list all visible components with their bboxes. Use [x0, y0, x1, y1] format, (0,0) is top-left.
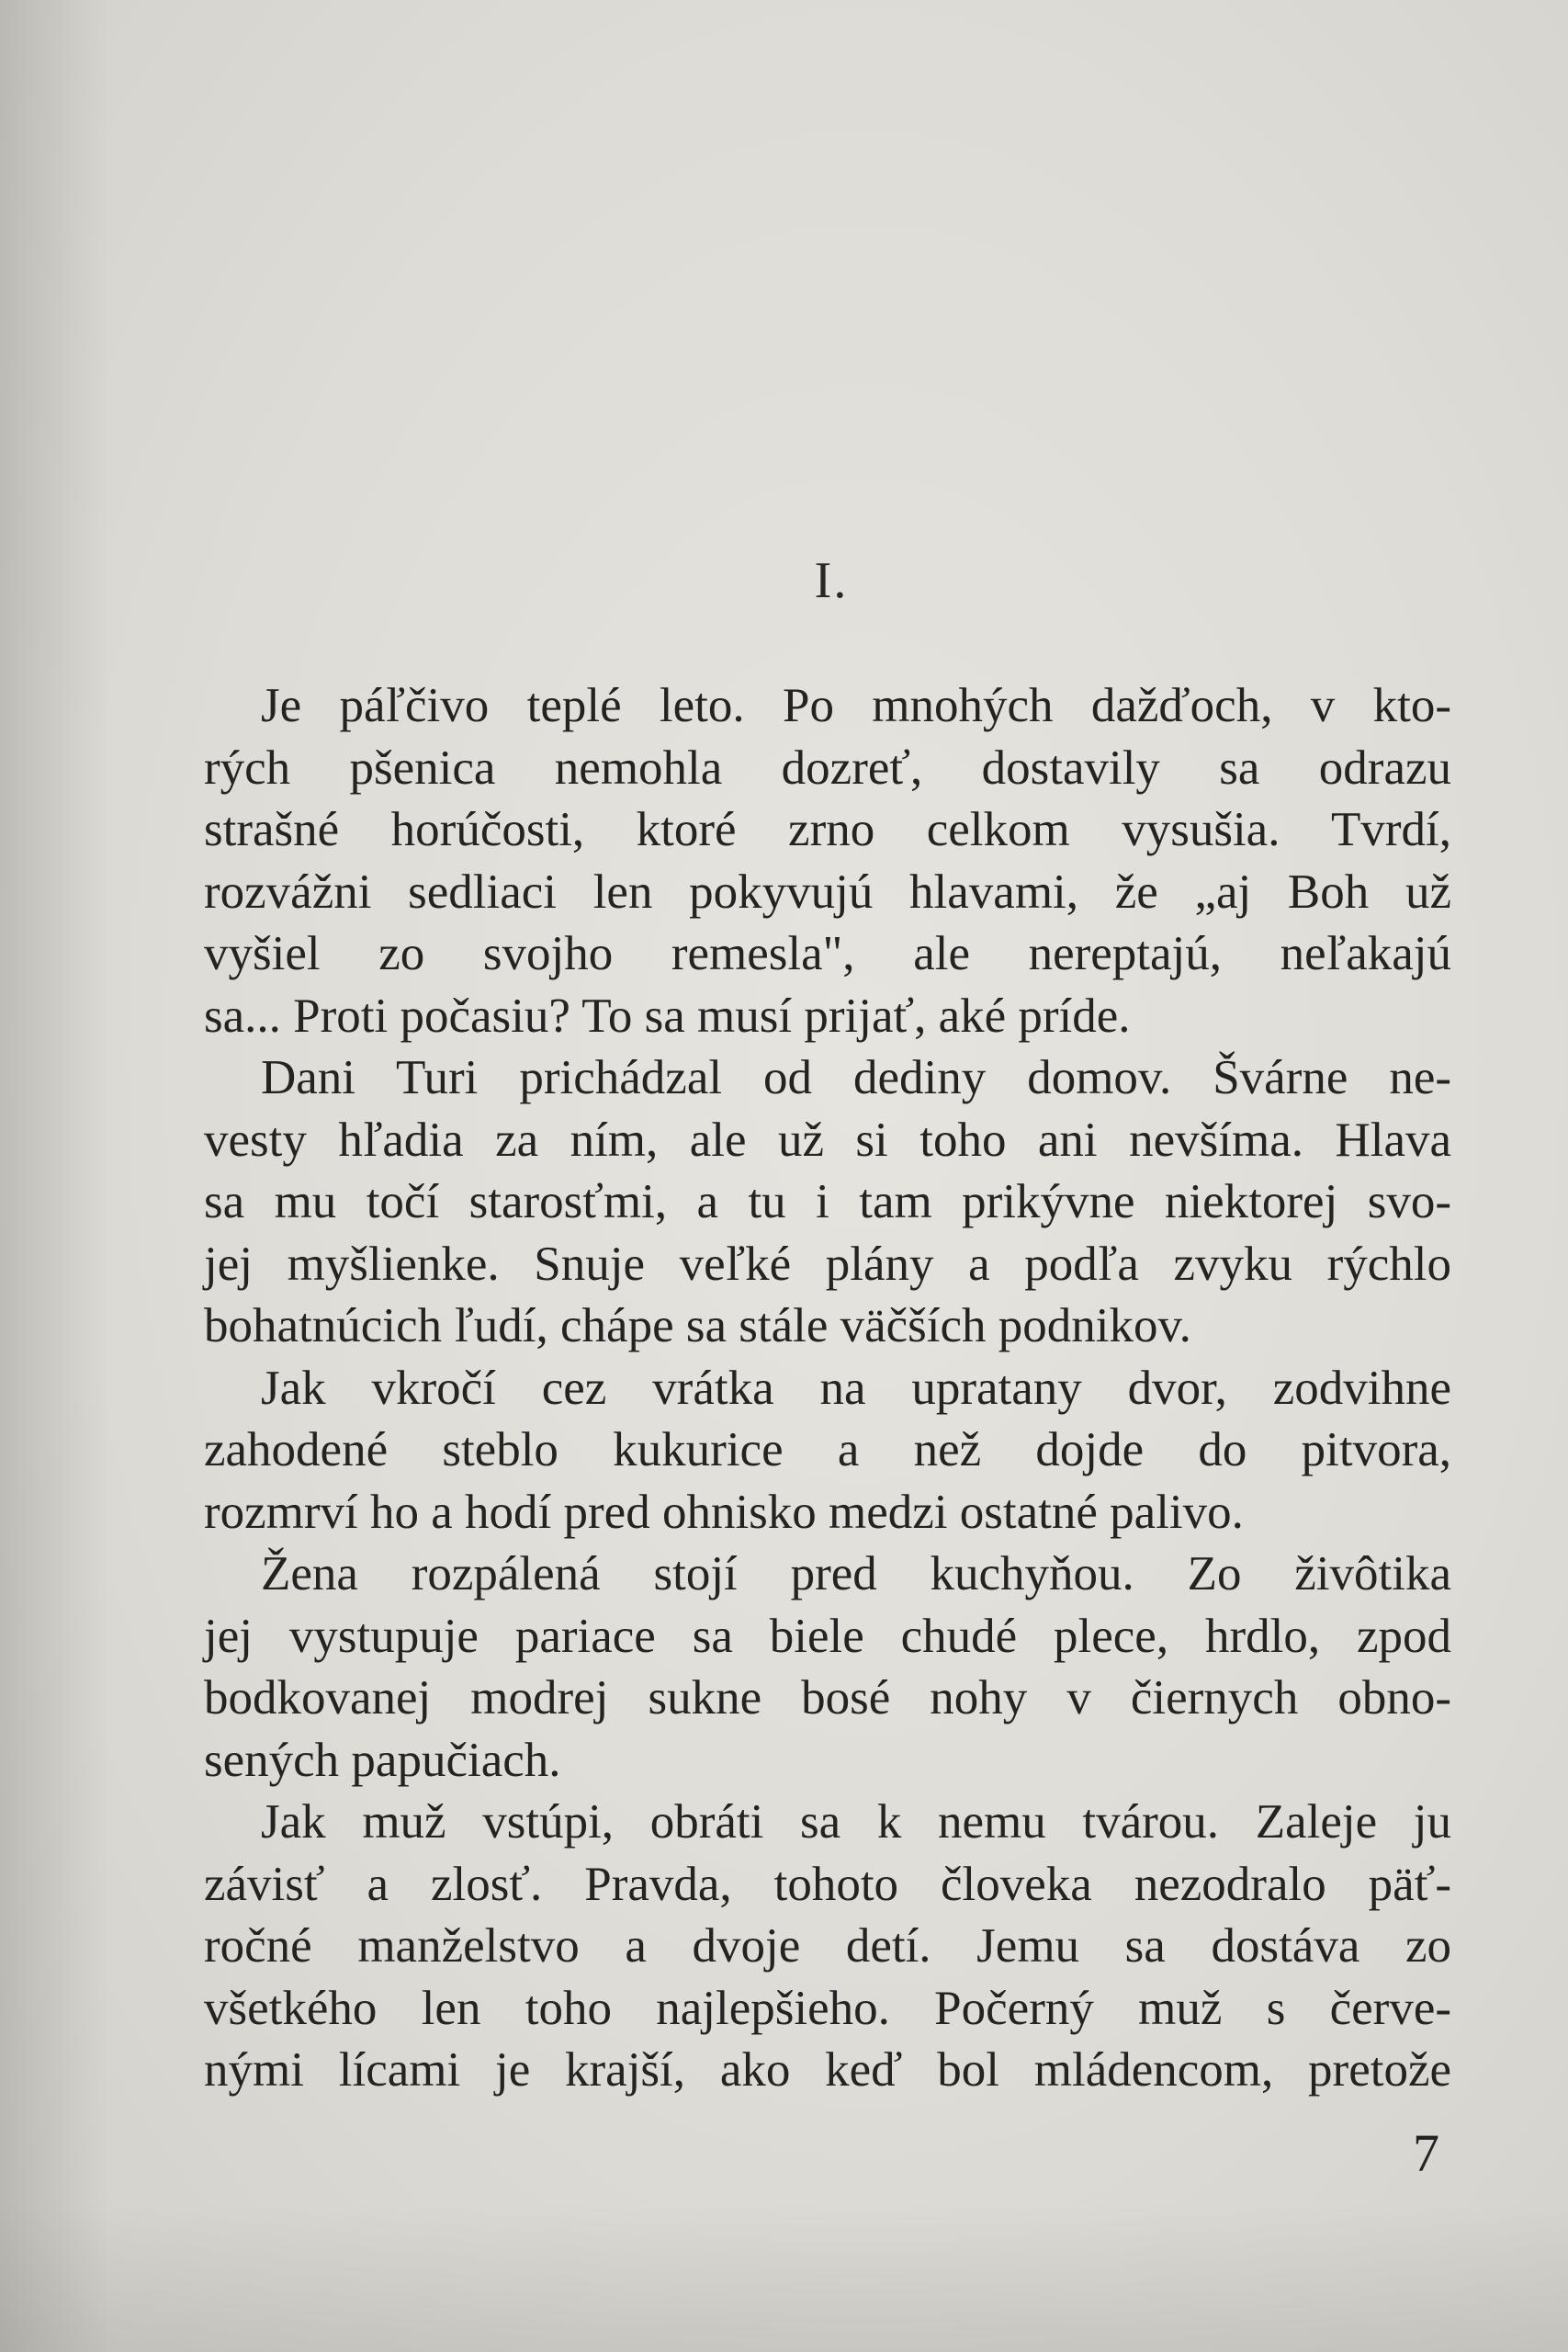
text-line: Žena rozpálená stojí pred kuchyňou. Zo živôtika	[261, 1547, 1451, 1600]
text-line: závisť a zlosť. Pravda, tohoto človeka nezodralo päť-	[204, 1857, 1451, 1911]
text-line: bohatnúcich ľudí, chápe sa stále väčších podnikov.	[204, 1299, 1191, 1352]
text-line: zahodené steblo kukurice a než dojde do pitvora,	[204, 1423, 1451, 1476]
text-line: Je páľčivo teplé leto. Po mnohých dažďoch, v kto-	[261, 679, 1451, 732]
text-line: rozvážni sedliaci len pokyvujú hlavami, že „aj Boh už	[204, 865, 1451, 919]
text-line: sa... Proti počasiu? To sa musí prijať, aké príde.	[204, 989, 1131, 1043]
text-line: sených papučiach.	[204, 1733, 561, 1787]
text-line: vyšiel zo svojho remesla", ale nereptajú, neľakajú	[204, 927, 1451, 980]
text-line: strašné horúčosti, ktoré zrno celkom vysušia. Tvrdí,	[204, 803, 1451, 856]
text-line: ročné manželstvo a dvoje detí. Jemu sa dostáva zo	[204, 1919, 1451, 1973]
text-line: bodkovanej modrej sukne bosé nohy v čiernych obno-	[204, 1671, 1451, 1724]
text-line: rozmrví ho a hodí pred ohnisko medzi ostatné palivo.	[204, 1485, 1244, 1539]
text-line: nými lícami je krajší, ako keď bol mládencom, pretože	[204, 2043, 1451, 2097]
text-line: Jak muž vstúpi, obráti sa k nemu tvárou. Zaleje ju	[261, 1795, 1451, 1849]
page-shadow-left	[0, 0, 110, 2352]
text-line: jej myšlienke. Snuje veľké plány a podľa zvyku rýchlo	[204, 1237, 1451, 1291]
text-line: jej vystupuje pariace sa biele chudé plece, hrdlo, zpod	[204, 1609, 1451, 1663]
chapter-heading: I.	[814, 552, 849, 609]
text-line: Jak vkročí cez vrátka na upratany dvor, zodvihne	[261, 1361, 1451, 1415]
body-text	[204, 675, 1451, 2102]
text-line: rých pšenica nemohla dozreť, dostavily sa odrazu	[204, 741, 1451, 795]
text-line: sa mu točí starosťmi, a tu i tam prikývne niektorej svo-	[204, 1175, 1451, 1228]
page-number: 7	[1413, 2123, 1439, 2183]
text-line: všetkého len toho najlepšieho. Počerný muž s červe-	[204, 1981, 1451, 2035]
page-shadow-bottom	[0, 2205, 1568, 2352]
text-line: vesty hľadia za ním, ale už si toho ani nevšíma. Hlava	[204, 1113, 1451, 1167]
text-line: Dani Turi prichádzal od dediny domov. Švárne ne-	[261, 1051, 1451, 1104]
